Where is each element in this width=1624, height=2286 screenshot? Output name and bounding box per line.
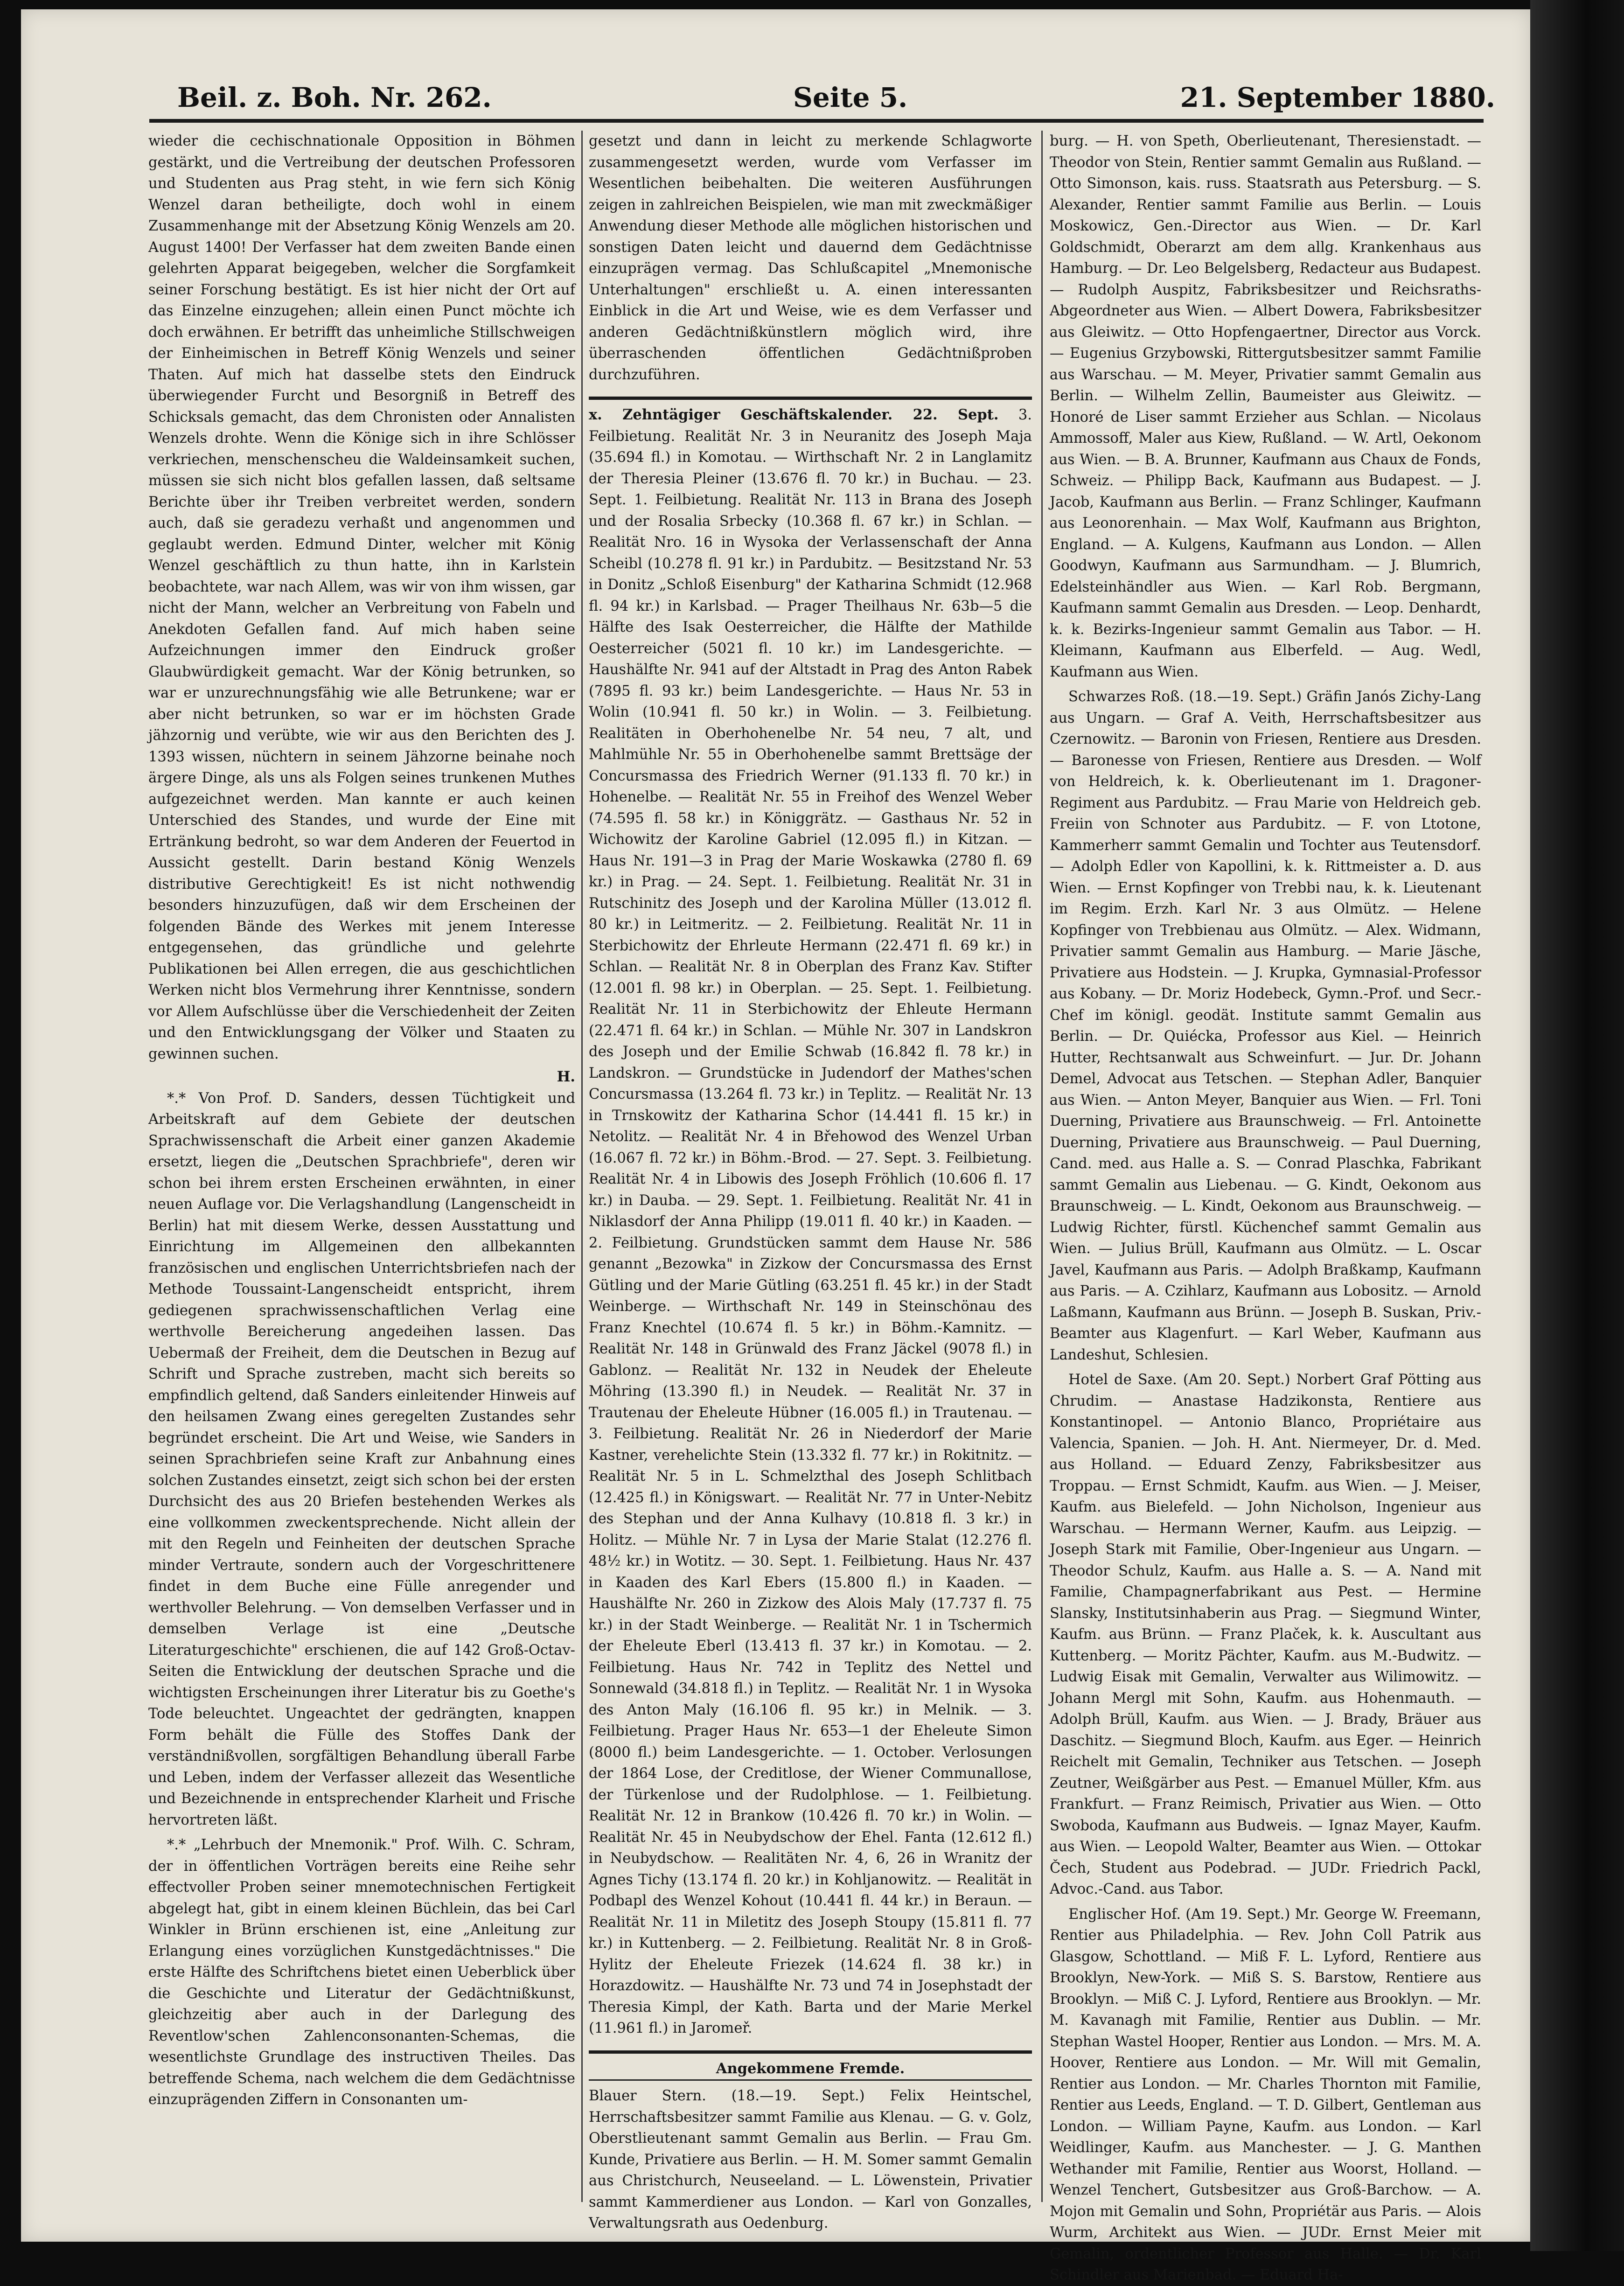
arrivals-englischer-hof: Englischer Hof. (Am 19. Sept.) Mr. George W. Freemann, Rentier aus Philadelphia. — Rev. John Coll Patrik aus Glasgow, Schottland. — Miß F. L. Lyford, Rentiere aus Brooklyn, New-York. — Miß S. S. Barstow, Rentiere aus Brooklyn. — Miß C. J. Lyford, Rentiere aus Brooklyn. — Mr. M. Kavanagh mit Familie, Rentier aus Dublin. — Mr. Stephan Wastel Hooper, Rentier aus London. — Mrs. M. A. Hoover, Rentiere aus London. — Mr. Will mit Gemalin, Rentier aus London. — Mr. Charles Thornton mit Familie, Rentier aus Leeds, England. — T. D. Gilbert, Gentleman aus London. — William Payne, Kaufm. aus London. — Karl Weidlinger, Kaufm. aus Manchester. — J. G. Manthen Wethander mit Familie, Rentier aus Woorst, Holland. — Wenzel Tenchert, Gutsbesitzer aus Groß-Barchow. — A. Mojon mit Gemalin und Sohn, Propriétär aus Paris. — Alois Wurm, Architekt aus Wien. — JUDr. Ernst Meier mit Gemalin, ordentlicher Professor aus Halle. — Dr. Karl Schindler aus Marienbad. — Eduard Ha- — [1050, 1906, 1481, 2283]
column-2 — [589, 131, 1032, 2231]
arrivals-blauer-stern: Blauer Stern. (18.—19. Sept.) Felix Heintschel, Herrschaftsbesitzer sammt Familie aus Klenau. — G. v. Golz, Oberstlieutenant sammt Gemalin aus Berlin. — Frau Gm. Kunde, Privatiere aus Berlin. — H. M. Somer sammt Gemalin aus Christchurch, Neuseeland. — L. Löwenstein, Privatier sammt Kammerdiener aus London. — Karl von Gonzalles, Verwaltungsrath aus Oedenburg. — [589, 2088, 1032, 2231]
issue-date: 21. September 1880. — [1180, 82, 1495, 113]
book-review-text: wieder die cechischnationale Opposition in Böhmen gestärkt, und die Vertreibung der deutschen Professoren und Studenten aus Prag steht, in wie fern sich König Wenzel daran betheiligte, doch wohl in einem Zusammenhange mit der Absetzung König Wenzels am 20. August 1400! Der Verfasser hat dem zweiten Bande einen gelehrten Apparat beigegeben, welcher die Sorgfamkeit seiner Forschung bestätigt. Es ist hier nicht der Ort auf das Einzelne einzugehen; allein einen Punct möchte ich doch erwähnen. Er betrifft das unheimliche Stillschweigen der Einheimischen in Betreff König Wenzels und seiner Thaten. Auf mich hat dasselbe stets den Eindruck überwiegender Furcht und Besorgniß in Betreff des Schicksals gemacht, das dem Chronisten oder Annalisten Wenzels drohte. Wenn die Könige sich in ihre Schlösser verkriechen, menschenscheu die Waldeinsamkeit suchen, müssen sie sich nicht blos gefallen lassen, daß seltsame Berichte über ihr Treiben verbreitet werden, sondern auch, daß sie geradezu verhaßt und angenommen und geglaubt werden. Edmund Dinter, welcher mit König Wenzel geschäftlich zu thun hatte, ihn in Karlstein beobachtete, war nach Allem, was wir von ihm wissen, gar nicht der Mann, welcher an Verbreitung von Fabeln und Anekdoten Gefallen fand. Auf mich haben seine Aufzeichnungen immer den Eindruck großer Glaubwürdigkeit gemacht. War der König betrunken, so war er unzurechnungsfähig wie alle Betrunkene; war er aber nicht betrunken, so war er im höchsten Grade jähzornig und verübte, wie wir aus den Berichten des J. 1393 wissen, nüchtern in seinem Jähzorne beinahe noch ärgere Dinge, als uns als Folgen seines trunkenen Muthes aufgezeichnet werden. Man kannte er auch keinen Unterschied des Standes, und wurde der Eine mit Ertränkung bedroht, so war dem Anderen der Feuertod in Aussicht gestellt. Darin bestand König Wenzels distributive Gerechtigkeit! Es ist nicht nothwendig besonders hinzuzufügen, daß wir dem Erscheinen der folgenden Bände des Werkes mit jenem Interesse entgegensehen, das gründliche und gelehrte Publikationen bei Allen erregen, die aus geschichtlichen Werken nicht blos Vermehrung ihrer Kenntnisse, sondern vor Allem Aufschlüsse über die Verschiedenheit der Zeiten und den Entwicklungsgang der Völker und Staaten zu gewinnen suchen. — [148, 133, 575, 1062]
arrivals-schwarzes-ross: Schwarzes Roß. (18.—19. Sept.) Gräfin Janós Zichy-Lang aus Ungarn. — Graf A. Veith, Herrschaftsbesitzer aus Czernowitz. — Baronin von Friesen, Rentiere aus Dresden. — Baronesse von Friesen, Rentiere aus Dresden. — Wolf von Heldreich, k. k. Oberlieutenant im 1. Dragoner-Regiment aus Pardubitz. — Frau Marie von Heldreich geb. Freiin von Schnoter aus Pardubitz. — F. von Ltotone, Kammerherr sammt Gemalin und Tochter aus Teutensdorf. — Adolph Edler von Kapollini, k. k. Rittmeister a. D. aus Wien. — Ernst Kopfinger von Trebbi nau, k. k. Lieutenant im Regim. Erzh. Karl Nr. 3 aus Olmütz. — Helene Kopfinger von Trebbienau aus Olmütz. — Alex. Widmann, Privatier sammt Gemalin aus Hamburg. — Marie Jäsche, Privatiere aus Hodstein. — J. Krupka, Gymnasial-Professor aus Kobany. — Dr. Moriz Hodebeck, Gymn.-Prof. und Secr.-Chef im königl. geodät. Institute sammt Gemalin aus Berlin. — Dr. Quiécka, Professor aus Kiel. — Heinrich Hutter, Rechtsanwalt aus Schweinfurt. — Jur. Dr. Johann Demel, Advocat aus Tetschen. — Stephan Adler, Banquier aus Wien. — Anton Meyer, Banquier aus Wien. — Frl. Toni Duerning, Privatiere aus Braunschweig. — Frl. Antoinette Duerning, Privatiere aus Braunschweig. — Paul Duerning, Cand. med. aus Halle a. S. — Conrad Plaschka, Fabrikant sammt Gemalin aus Liebenau. — G. Kindt, Oekonom aus Braunschweig. — L. Kindt, Oekonom aus Braunschweig. — Ludwig Richter, fürstl. Küchenchef sammt Gemalin aus Wien. — Julius Brüll, Kaufmann aus Olmütz. — L. Oscar Javel, Kaufmann aus Paris. — Adolph Braßkamp, Kaufmann aus Paris. — A. Czihlarz, Kaufmann aus Lobositz. — Arnold Laßmann, Kaufmann aus Brünn. — Joseph B. Suskan, Priv.-Beamter aus Klagenfurt. — Karl Weber, Kaufmann aus Landeshut, Schlesien. — [1050, 689, 1481, 1363]
arrivals-hotel-de-saxe: Hotel de Saxe. (Am 20. Sept.) Norbert Graf Pötting aus Chrudim. — Anastase Hadzikonsta, Rentiere aus Konstantinopel. — Antonio Blanco, Propriétaire aus Valencia, Spanien. — Joh. H. Ant. Niermeyer, Dr. d. Med. aus Holland. — Eduard Zenzy, Fabriksbesitzer aus Troppau. — Ernst Schmidt, Kaufm. aus Wien. — J. Meiser, Kaufm. aus Bielefeld. — John Nicholson, Ingenieur aus Warschau. — Hermann Werner, Kaufm. aus Leipzig. — Joseph Stark mit Familie, Ober-Ingenieur aus Ungarn. — Theodor Schulz, Kaufm. aus Halle a. S. — A. Nand mit Familie, Champagnerfabrikant aus Pest. — Hermine Slansky, Institutsinhaberin aus Prag. — Siegmund Winter, Kaufm. aus Brünn. — Franz Plaček, k. k. Auscultant aus Kuttenberg. — Moritz Pächter, Kaufm. aus M.-Budwitz. — Ludwig Eisak mit Gemalin, Verwalter aus Wilimowitz. — Johann Mergl mit Sohn, Kaufm. aus Hohenmauth. — Adolph Brüll, Kaufm. aus Wien. — J. Brady, Bräuer aus Daschitz. — Siegmund Bloch, Kaufm. aus Eger. — Heinrich Reichelt mit Gemalin, Techniker aus Tetschen. — Joseph Zeutner, Weißgärber aus Pest. — Emanuel Müller, Kfm. aus Frankfurt. — Franz Reimisch, Privatier aus Wien. — Otto Swoboda, Kaufmann aus Budweis. — Ignaz Mayer, Kaufm. aus Wien. — Leopold Walter, Beamter aus Wien. — Ottokar Čech, Student aus Podebrad. — JUDr. Friedrich Packl, Advoc.-Cand. aus Tabor. — [1050, 1372, 1481, 1897]
review-signature: H. — [557, 1068, 575, 1085]
column-3 — [1050, 131, 1481, 2283]
section-rule — [589, 2050, 1032, 2054]
column-divider — [1041, 131, 1043, 2202]
business-calendar-heading: x. Zehntägiger Geschäftskalender. 22. Sept. — [589, 406, 999, 423]
mnemonik-notice-continued: gesetzt und dann in leicht zu merkende Schlagworte zusammengesetzt werden, wurde vom Verfasser im Wesentlichen beibehalten. Die weiteren Ausführungen zeigen in zahlreichen Beispielen, wie man mit zweckmäßiger Anwendung dieser Methode alle möglichen historischen und sonstigen Daten leicht und dauernd dem Gedächtnisse einzuprägen vermag. Das Schlußcapitel „Mnemonische Unterhaltungen" erschließt u. A. einen interessanten Einblick in die Art und Weise, wie es dem Verfasser und anderen Gedächtnißkünstlern möglich wird, ihre überraschenden öffentlichen Gedächtnißproben durchzuführen. — [589, 133, 1032, 383]
column-divider — [581, 131, 583, 2202]
arrivals-blauer-stern-continued: burg. — H. von Speth, Oberlieutenant, Theresienstadt. — Theodor von Stein, Rentier sammt Gemalin aus Rußland. — Otto Simonson, kais. russ. Staatsrath aus Petersburg. — S. Alexander, Rentier sammt Familie aus Berlin. — Louis Moskowicz, Gen.-Director aus Wien. — Dr. Karl Goldschmidt, Oberarzt am dem allg. Krankenhaus aus Hamburg. — Dr. Leo Belgelsberg, Redacteur aus Budapest. — Rudolph Auspitz, Fabriksbesitzer und Reichsraths-Abgeordneter aus Wien. — Albert Dowera, Fabriksbesitzer aus Gleiwitz. — Otto Hopfengaertner, Director aus Vorck. — Eugenius Grzybowski, Rittergutsbesitzer sammt Familie aus Warschau. — M. Meyer, Privatier sammt Gemalin aus Berlin. — Wilhelm Zellin, Baumeister aus Gleiwitz. — Honoré de Liser sammt Erzieher aus Schlan. — Nicolaus Ammossoff, Maler aus Kiew, Rußland. — W. Artl, Oekonom aus Wien. — B. A. Brunner, Kaufmann aus Chaux de Fonds, Schweiz. — Philipp Back, Kaufmann aus Budapest. — J. Jacob, Kaufmann aus Berlin. — Franz Schlinger, Kaufmann aus Leonorenhain. — Max Wolf, Kaufmann aus Brighton, England. — A. Kulgens, Kaufmann aus London. — Allen Goodwyn, Kaufmann aus Sarmundham. — J. Blumrich, Edelsteinhändler aus Wien. — Karl Rob. Bergmann, Kaufmann sammt Gemalin aus Dresden. — Leop. Denhardt, k. k. Bezirks-Ingenieur sammt Gemalin aus Tabor. — H. Kleimann, Kaufmann aus Elberfeld. — Aug. Wedl, Kaufmann aus Wien. — [1050, 133, 1481, 680]
section-rule — [589, 397, 1032, 400]
sanders-notice: *.* Von Prof. D. Sanders, dessen Tüchtigkeit und Arbeitskraft auf dem Gebiete der deutschen Sprachwissenschaft die Arbeit einer ganzen Akademie ersetzt, liegen die „Deutschen Sprachbriefe", deren wir schon bei ihrem ersten Erscheinen erwähnten, in einer neuen Auflage vor. Die Verlagshandlung (Langenscheidt in Berlin) hat mit diesem Werke, dessen Ausstattung und Einrichtung im Allgemeinen den allbekannten französischen und englischen Unterrichtsbriefen nach der Methode Toussaint-Langenscheidt entspricht, ihrem gediegenen sprachwissenschaftlichen Verlag eine werthvolle Bereicherung angedeihen lassen. Das Uebermaß der Freiheit, dem die Deutschen in Bezug auf Schrift und Sprache zustreben, macht sich bereits so empfindlich geltend, daß Sanders einleitender Hinweis auf den heilsamen Zwang eines geregelten Zustandes sehr begründet erscheint. Die Art und Weise, wie Sanders in seinen Sprachbriefen seine Kraft zur Anbahnung eines solchen Zustandes einsetzt, zeigt sich schon bei der ersten Durchsicht des aus 20 Briefen bestehenden Werkes als eine vollkommen zweckentsprechende. Nicht allein der mit den Regeln und Feinheiten der deutschen Sprache minder Vertraute, sondern auch der Vorgeschrittenere findet in dem Buche eine Fülle anregender und werthvoller Belehrung. — Von demselben Verfasser und in demselben Verlage ist eine „Deutsche Literaturgeschichte" erschienen, die auf 142 Groß-Octav-Seiten die Entwicklung der deutschen Sprache und die wichtigsten Erscheinungen ihrer Literatur bis zu Goethe's Tode beleuchtet. Ungeachtet der gedrängten, knappen Form behält die Fülle des Stoffes Dank der verständnißvollen, sorgfältigen Behandlung überall Farbe und Leben, indem der Verfasser allezeit das Wesentliche und Bezeichnende in entsprechender Klarheit und Frische hervortreten läßt. — [148, 1090, 575, 1828]
scan-edge — [1530, 0, 1624, 2251]
issue-reference: Beil. z. Boh. Nr. 262. — [177, 82, 492, 113]
column-1 — [148, 131, 575, 2202]
arrivals-heading: Angekommene Fremde. — [589, 2058, 1032, 2081]
mnemonik-notice: *.* „Lehrbuch der Mnemonik." Prof. Wilh. C. Schram, der in öffentlichen Vorträgen bereits eine Reihe sehr effectvoller Proben seiner mnemotechnischen Fertigkeit abgelegt hat, gibt in einem kleinen Büchlein, das bei Carl Winkler in Brünn erschienen ist, eine „Anleitung zur Erlangung eines vorzüglichen Kunstgedächtnisses." Die erste Hälfte des Schriftchens bietet einen Ueberblick über die Geschichte und Literatur der Gedächtnißkunst, gleichzeitig aber auch in der Darlegung des Reventlow'schen Zahlenconsonanten-Schemas, die wesentlichste Grundlage des instructiven Theiles. Das betreffende Schema, nach welchem die dem Gedächtnisse einzuprägenden Ziffern in Consonanten um- — [148, 1837, 575, 2108]
page-number: Seite 5. — [793, 82, 908, 113]
page-header — [177, 82, 1495, 124]
header-rule — [149, 119, 1484, 123]
business-calendar-body: 3. Feilbietung. Realität Nr. 3 in Neuranitz des Joseph Maja (35.694 fl.) in Komotau. — Wirthschaft Nr. 2 in Langlamitz der Theresia Pleiner (13.676 fl. 70 kr.) in Buchau. — 23. Sept. 1. Feilbietung. Realität Nr. 113 in Brana des Joseph und der Rosalia Srbecky (10.368 fl. 67 kr.) in Schlan. — Realität Nro. 16 in Wysoka der Verlassenschaft der Anna Scheibl (10.278 fl. 91 kr.) in Pardubitz. — Besitzstand Nr. 53 in Donitz „Schloß Eisenburg" der Katharina Schmidt (12.968 fl. 94 kr.) in Karlsbad. — Prager Theilhaus Nr. 63b—5 die Hälfte des Isak Oesterreicher, die Hälfte der Mathilde Oesterreicher (5021 fl. 10 kr.) im Landesgerichte. — Haushälfte Nr. 941 auf der Altstadt in Prag des Anton Rabek (7895 fl. 93 kr.) beim Landesgerichte. — Haus Nr. 53 in Wolin (10.941 fl. 50 kr.) in Wolin. — 3. Feilbietung. Realitäten in Oberhohenelbe Nr. 54 neu, 7 alt, und Mahlmühle Nr. 55 in Oberhohenelbe sammt Brettsäge der Concursmassa des Friedrich Werner (91.133 fl. 70 kr.) in Hohenelbe. — Realität Nr. 55 in Freihof des Wenzel Weber (74.595 fl. 58 kr.) in Königgrätz. — Gasthaus Nr. 52 in Wichowitz der Karoline Gabriel (12.095 fl.) in Kitzan. — Haus Nr. 191—3 in Prag der Marie Woskawka (2780 fl. 69 kr.) in Prag. — 24. Sept. 1. Feilbietung. Realität Nr. 31 in Rutschinitz des Joseph und der Karolina Müller (13.012 fl. 80 kr.) in Leitmeritz. — 2. Feilbietung. Realität Nr. 11 in Sterbichowitz der Ehrleute Hermann (22.471 fl. 69 kr.) in Schlan. — Realität Nr. 8 in Oberplan des Franz Kav. Stifter (12.001 fl. 98 kr.) in Oberplan. — 25. Sept. 1. Feilbietung. Realität Nr. 11 in Sterbichowitz der Ehleute Hermann (22.471 fl. 64 kr.) in Schlan. — Mühle Nr. 307 in Landskron des Joseph und der Emilie Schwab (16.842 fl. 78 kr.) in Landskron. — Grundstücke in Judendorf der Mathes'schen Concursmassa (13.264 fl. 73 kr.) in Teplitz. — Realität Nr. 13 in Trnskowitz der Katharina Schor (14.441 fl. 15 kr.) in Netolitz. — Realität Nr. 4 in Břehowod des Wenzel Urban (16.067 fl. 72 kr.) in Böhm.-Brod. — 27. Sept. 3. Feilbietung. Realität Nr. 4 in Libowis des Joseph Fröhlich (10.606 fl. 17 kr.) in Dauba. — 29. Sept. 1. Feilbietung. Realität Nr. 41 in Niklasdorf der Anna Philipp (19.011 fl. 40 kr.) in Kaaden. — 2. Feilbietung. Grundstücken sammt dem Hause Nr. 586 genannt „Bezowka" in Zizkow der Concursmassa des Ernst Gütling und der Marie Gütling (63.251 fl. 45 kr.) in der Stadt Weinberge. — Wirthschaft Nr. 149 in Steinschönau des Franz Knechtel (10.674 fl. 5 kr.) in Böhm.-Kamnitz. — Realität Nr. 148 in Grünwald des Franz Jäckel (9078 fl.) in Gablonz. — Realität Nr. 132 in Neudek der Eheleute Möhring (13.390 fl.) in Neudek. — Realität Nr. 37 in Trautenau der Eheleute Hübner (16.005 fl.) in Trautenau. — 3. Feilbietung. Realität Nr. 26 in Niederdorf der Marie Kastner, verehelichte Stein (13.332 fl. 77 kr.) in Rokitnitz. — Realität Nr. 5 in L. Schmelzthal des Joseph Schlitbach (12.425 fl.) in Königswart. — Realität Nr. 77 in Unter-Nebitz des Stephan und der Anna Kulhavy (10.818 fl. 3 kr.) in Holitz. — Mühle Nr. 7 in Lysa der Marie Stalat (12.276 fl. 48½ kr.) in Wotitz. — 30. Sept. 1. Feilbietung. Haus Nr. 437 in Kaaden des Karl Ebers (15.800 fl.) in Kaaden. — Haushälfte Nr. 260 in Zizkow des Alois Maly (17.737 fl. 75 kr.) in der Stadt Weinberge. — Realität Nr. 1 in Tschermich der Eheleute Eberl (13.413 fl. 37 kr.) in Komotau. — 2. Feilbietung. Haus Nr. 742 in Teplitz des Nettel und Sonnewald (34.818 fl.) in Teplitz. — Realität Nr. 1 in Wysoka des Anton Maly (16.106 fl. 95 kr.) in Melnik. — 3. Feilbietung. Prager Haus Nr. 653—1 der Eheleute Simon (8000 fl.) beim Landesgerichte. — 1. October. Verlosungen der 1864 Lose, der Creditlose, der Wiener Communallose, der Türkenlose und der Rudolphlose. — 1. Feilbietung. Realität Nr. 12 in Brankow (10.426 fl. 70 kr.) in Wolin. — Realität Nr. 45 in Neubydschow der Ehel. Fanta (12.612 fl.) in Neubydschow. — Realitäten Nr. 4, 6, 26 in Wranitz der Agnes Tichy (13.174 fl. 20 kr.) in Kohljanowitz. — Realität in Podbapl des Wenzel Kohout (10.441 fl. 44 kr.) in Beraun. — Realität Nr. 11 in Miletitz des Joseph Stoupy (15.811 fl. 77 kr.) in Kuttenberg. — 2. Feilbietung. Realität Nr. 8 in Groß-Hylitz der Eheleute Friezek (14.624 fl. 38 kr.) in Horazdowitz. — Haushälfte Nr. 73 und 74 in Josephstadt der Theresia Kimpl, der Kath. Barta und der Marie Merkel (11.961 fl.) in Jaromeř. — [589, 407, 1032, 2036]
business-calendar — [589, 404, 1032, 2039]
